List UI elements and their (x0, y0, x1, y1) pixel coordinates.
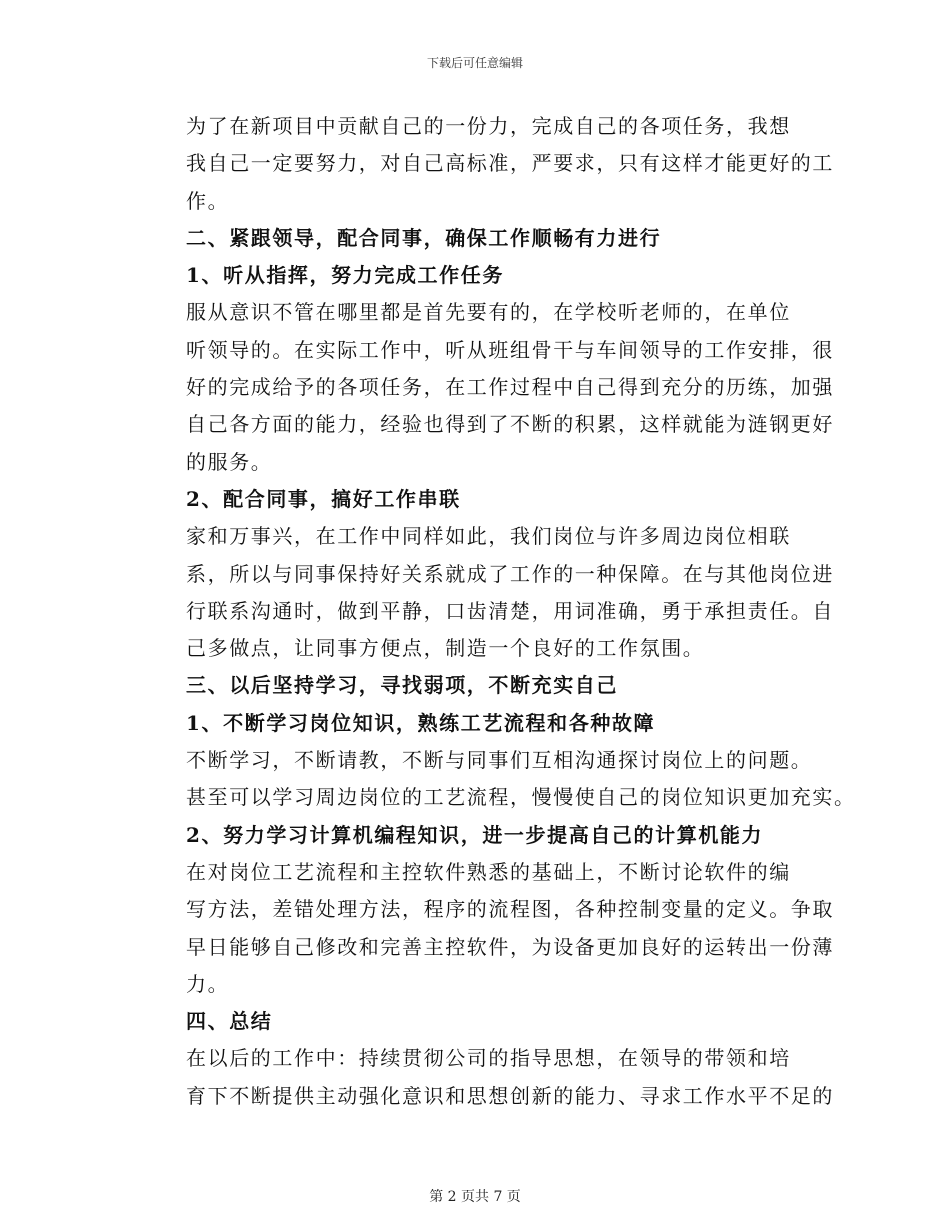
text-line: 听领导的。在实际工作中，听从班组骨干与车间领导的工作安排，很 (186, 337, 834, 362)
section-heading (142, 817, 812, 854)
body-paragraph (142, 1040, 834, 1115)
page-footer: 第 2 页共 7 页 (429, 1189, 521, 1205)
text-line: 在以后的工作中：持续贯彻公司的指导思想，在领导的带领和培 (186, 1046, 791, 1071)
text-line: 育下不断提供主动强化意识和思想创新的能力、寻求工作水平不足的 (186, 1083, 834, 1108)
section-heading (142, 481, 812, 518)
text-line: 自己各方面的能力，经验也得到了不断的积累，这样就能为涟钢更好 (186, 412, 834, 437)
text-line: 不断学习，不断请教，不断与同事们互相沟通探讨岗位上的问题。 (186, 748, 813, 773)
text-line: 服从意识不管在哪里都是首先要有的，在学校听老师的，在单位 (186, 300, 791, 325)
section-heading (142, 220, 812, 257)
text-line: 为了在新项目中贡献自己的一份力，完成自己的各项任务，我想 (186, 114, 791, 138)
body-paragraph (142, 518, 834, 667)
text-line: 力。 (186, 971, 230, 996)
body-paragraph (142, 742, 856, 817)
document-body (142, 108, 856, 1115)
text-line: 己多做点，让同事方便点，制造一个良好的工作氛围。 (186, 636, 705, 661)
text-line: 2、配合同事，搞好工作串联 (186, 486, 461, 511)
text-line: 甚至可以学习周边岗位的工艺流程，慢慢使自己的岗位知识更加充实。 (186, 785, 856, 810)
body-paragraph (142, 294, 834, 480)
text-line: 好的完成给予的各项任务，在工作过程中自己得到充分的历练，加强 (186, 375, 834, 400)
section-heading (142, 705, 812, 742)
text-line: 1、听从指挥，努力完成工作任务 (186, 263, 504, 288)
text-line: 三、以后坚持学习，寻找弱项，不断充实自己 (186, 673, 618, 698)
page-header: 下载后可任意编辑 (426, 56, 523, 70)
text-line: 四、总结 (186, 1009, 273, 1034)
text-line: 的服务。 (186, 449, 273, 474)
text-line: 1、不断学习岗位知识，熟练工艺流程和各种故障 (186, 710, 656, 735)
text-line: 早日能够自己修改和完善主控软件，为设备更加良好的运转出一份薄 (186, 934, 834, 959)
section-heading (142, 667, 812, 704)
body-paragraph (142, 854, 834, 1003)
text-line: 写方法，差错处理方法，程序的流程图，各种控制变量的定义。争取 (186, 897, 834, 922)
text-line: 作。 (186, 188, 230, 213)
section-heading (142, 257, 812, 294)
text-line: 二、紧跟领导，配合同事，确保工作顺畅有力进行 (186, 225, 662, 250)
text-line: 行联系沟通时，做到平静，口齿清楚，用词准确，勇于承担责任。自 (186, 598, 834, 623)
body-paragraph (142, 108, 834, 220)
text-line: 在对岗位工艺流程和主控软件熟悉的基础上，不断讨论软件的编 (186, 859, 791, 884)
text-line: 2、努力学习计算机编程知识，进一步提高自己的计算机能力 (186, 822, 764, 847)
text-line: 家和万事兴，在工作中同样如此，我们岗位与许多周边岗位相联 (186, 524, 791, 549)
text-line: 系，所以与同事保持好关系就成了工作的一种保障。在与其他岗位进 (186, 561, 834, 586)
text-line: 我自己一定要努力，对自己高标准，严要求，只有这样才能更好的工 (186, 151, 834, 176)
section-heading (142, 1003, 812, 1040)
